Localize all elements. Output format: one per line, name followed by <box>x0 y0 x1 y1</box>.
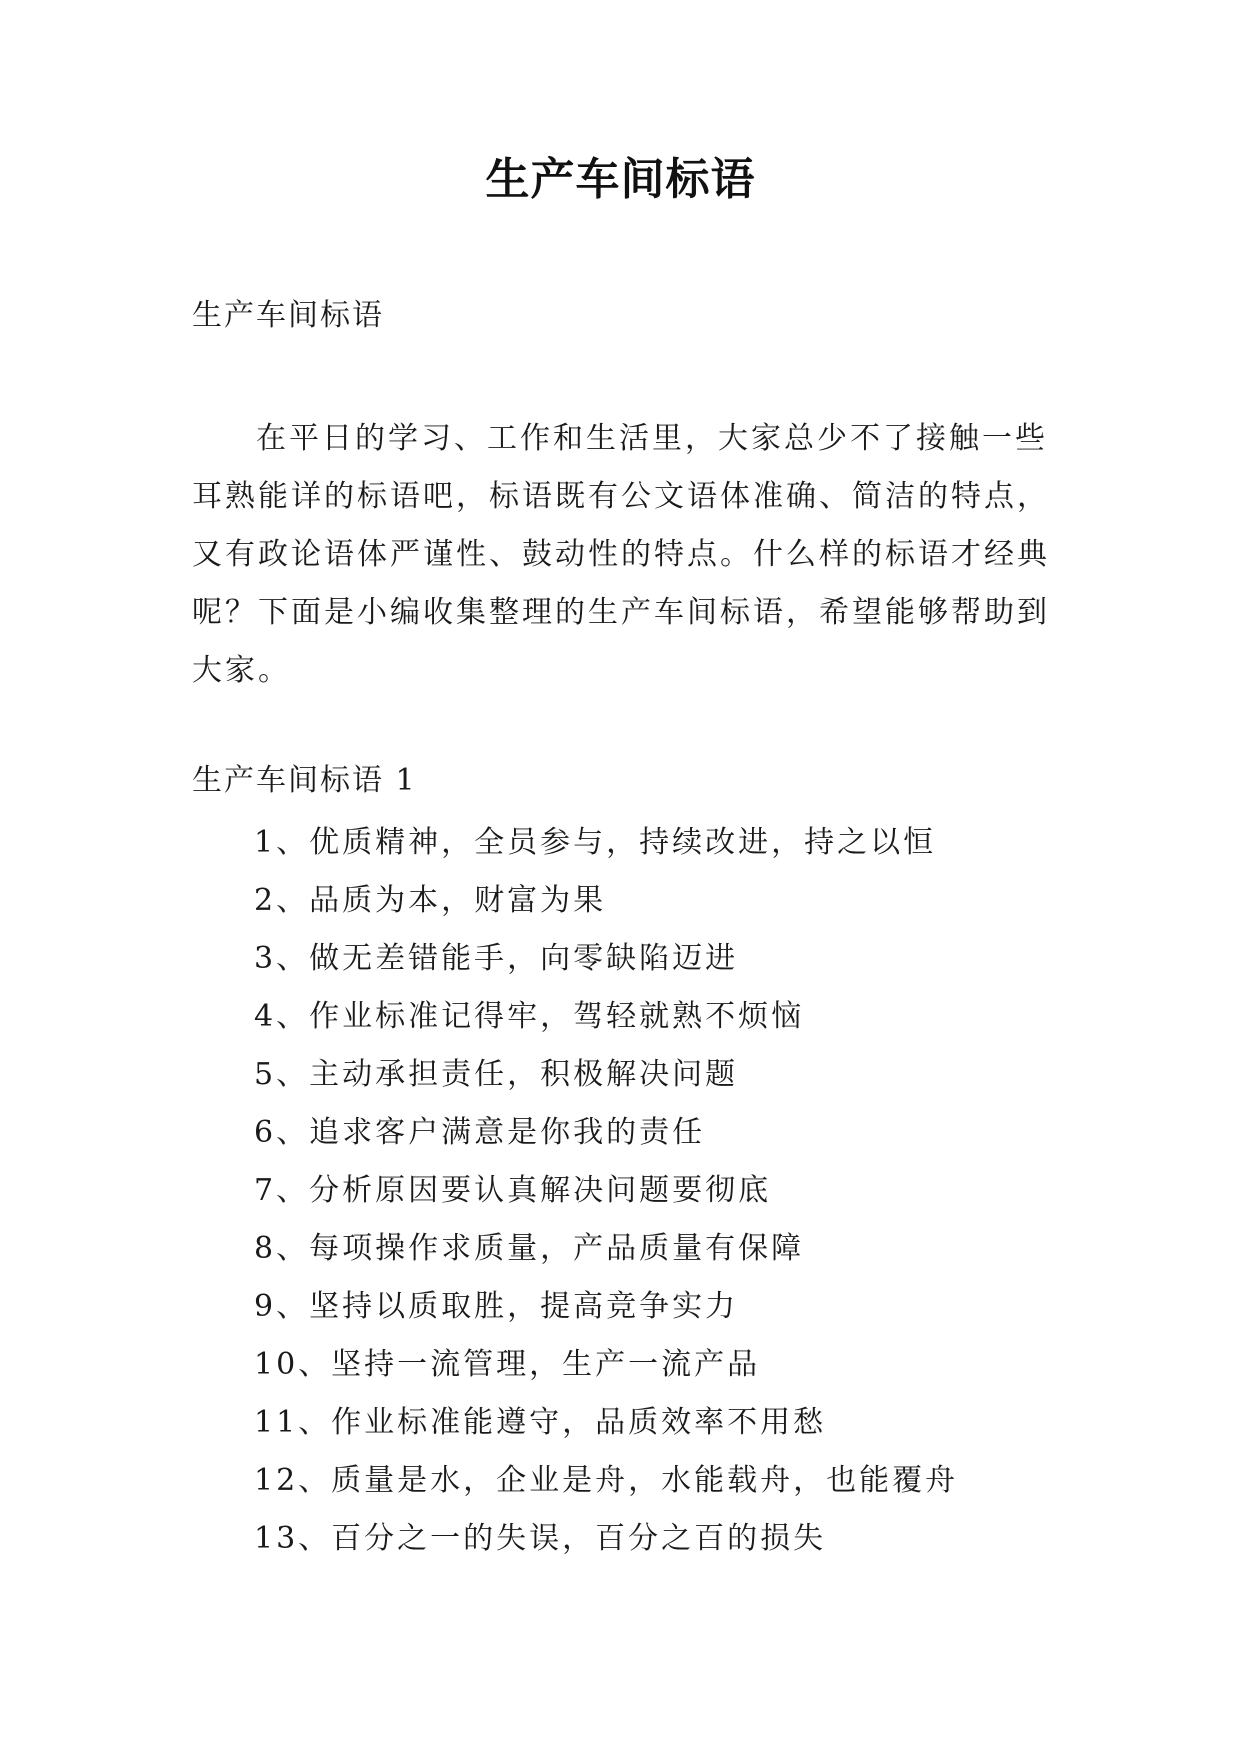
slogan-item: 4、作业标准记得牢，驾轻就熟不烦恼 <box>254 999 805 1034</box>
slogan-item: 13、百分之一的失误，百分之百的损失 <box>254 1521 827 1556</box>
section-heading: 生产车间标语 1 <box>192 763 417 798</box>
slogan-item: 6、追求客户满意是你我的责任 <box>254 1115 706 1150</box>
slogan-item: 8、每项操作求质量，产品质量有保障 <box>254 1231 805 1266</box>
document-subtitle: 生产车间标语 <box>192 298 384 333</box>
slogan-item: 7、分析原因要认真解决问题要彻底 <box>254 1173 772 1208</box>
slogan-item: 5、主动承担责任，积极解决问题 <box>254 1057 739 1092</box>
slogan-list <box>254 814 958 1568</box>
document-title: 生产车间标语 <box>485 154 756 205</box>
slogan-item: 3、做无差错能手，向零缺陷迈进 <box>254 941 739 976</box>
slogan-item: 9、坚持以质取胜，提高竞争实力 <box>254 1289 739 1324</box>
slogan-item: 11、作业标准能遵守，品质效率不用愁 <box>254 1405 827 1440</box>
slogan-item: 2、品质为本，财富为果 <box>254 883 607 918</box>
slogan-item: 12、质量是水，企业是舟，水能载舟，也能覆舟 <box>254 1463 959 1498</box>
slogan-item: 1、优质精神，全员参与，持续改进，持之以恒 <box>254 825 937 860</box>
slogan-item: 10、坚持一流管理，生产一流产品 <box>254 1347 761 1382</box>
intro-paragraph: 在平日的学习、工作和生活里，大家总少不了接触一些耳熟能详的标语吧，标语既有公文语体准确、简洁的特点，又有政论语体严谨性、鼓动性的特点。什么样的标语才经典呢？下面是小编收集整理的生产车间标语，希望能够帮助到大家。 <box>192 421 1050 688</box>
